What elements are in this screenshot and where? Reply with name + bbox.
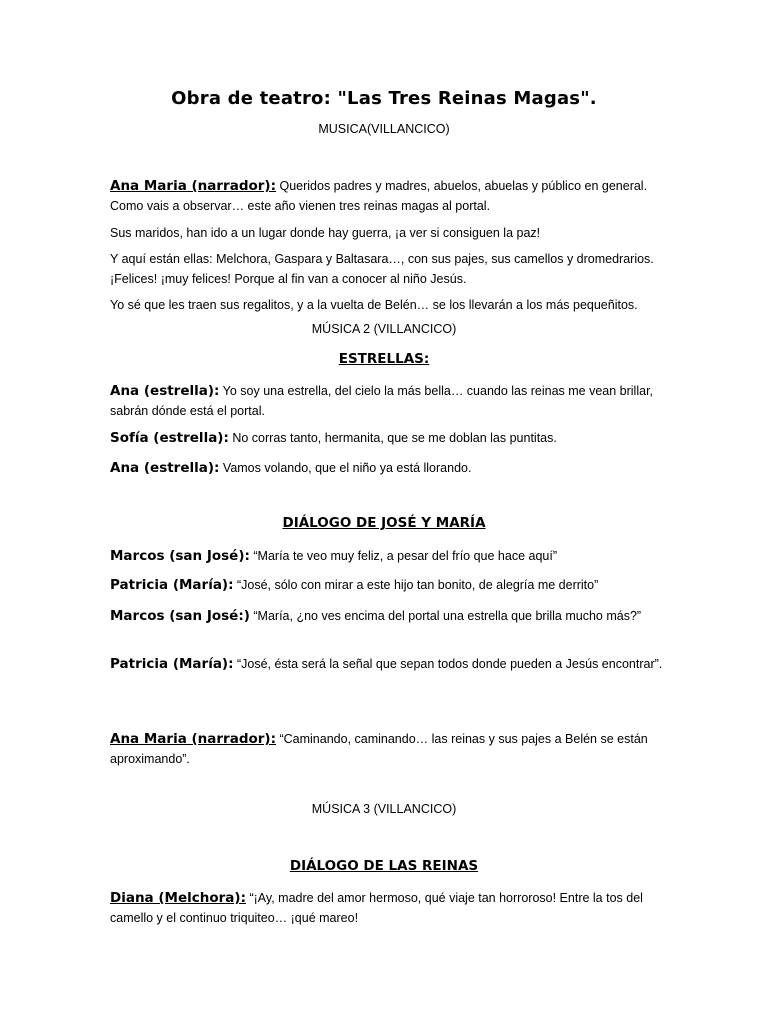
dialogue-line [110,458,670,478]
dialogue-text: “Caminando, caminando… las reinas y sus pajes a Belén se están aproximando”. [110,732,648,766]
speaker-label: Marcos (san José:) [110,608,250,624]
dialogue-line [110,606,670,626]
dialogue-text: Yo soy una estrella, del cielo la más bella… cuando las reinas me vean brillar, sabrán dónde está el portal. [110,384,654,418]
speaker-label: Ana Maria (narrador): [110,178,276,194]
speaker-label: Patricia (María): [110,656,234,672]
music-cue-1: MUSICA(VILLANCICO) [318,122,450,136]
speaker-label: Sofía (estrella): [110,430,229,446]
speaker-label: Marcos (san José): [110,548,250,564]
dialogue-text: Vamos volando, que el niño ya está llorando. [219,461,472,475]
paragraph-gifts: Yo sé que les traen sus regalitos, y a la vuelta de Belén… se los llevarán a los más pequeñitos. [110,298,638,312]
dialogue-text: No corras tanto, hermanita, que se me doblan las puntitas. [228,431,557,445]
speaker-label: Ana Maria (narrador): [110,731,276,747]
dialogue-text: “María te veo muy feliz, a pesar del frío que hace aquí” [249,549,558,563]
dialogue-line [110,546,670,566]
document-title: Obra de teatro: "Las Tres Reinas Magas". [171,88,597,109]
dialogue-line [110,575,670,595]
dialogue-line [110,381,670,421]
section-heading-estrellas: ESTRELLAS: [338,351,430,367]
music-cue-3: MÚSICA 3 (VILLANCICO) [311,802,457,816]
dialogue-text: Queridos padres y madres, abuelos, abuelas y público en general. Como vais a observar… este año vienen tres reinas magas al portal. [110,179,648,213]
speaker-label: Ana (estrella): [110,383,220,399]
narrator-paragraph [110,729,670,769]
dialogue-text: “José, ésta será la señal que sepan todos donde pueden a Jesús encontrar”. [233,657,663,671]
intro-paragraph [110,176,670,216]
paragraph-husbands: Sus maridos, han ido a un lugar donde hay guerra, ¡a ver si consiguen la paz! [110,226,541,240]
section-heading-reinas: DIÁLOGO DE LAS REINAS [289,858,479,874]
section-heading-jose-maria: DIÁLOGO DE JOSÉ Y MARÍA [282,515,486,531]
dialogue-line [110,654,670,674]
dialogue-text: “¡Ay, madre del amor hermoso, qué viaje tan horroroso! Entre la tos del camello y el continuo triquiteo… ¡qué mareo! [110,891,643,925]
speaker-label: Patricia (María): [110,577,234,593]
dialogue-line [110,428,670,448]
speaker-label: Diana (Melchora): [110,890,246,906]
music-cue-2: MÚSICA 2 (VILLANCICO) [311,322,457,336]
dialogue-text: “María, ¿no ves encima del portal una estrella que brilla mucho más?” [249,609,642,623]
paragraph-queens: Y aquí están ellas: Melchora, Gaspara y Baltasara…, con sus pajes, sus camellos y dromedrarios. ¡Felices! ¡muy felices! Porque al fin van a conocer al niño Jesús. [110,252,654,286]
speaker-label: Ana (estrella): [110,460,220,476]
dialogue-line [110,888,670,928]
dialogue-text: “José, sólo con mirar a este hijo tan bonito, de alegría me derrito” [233,578,599,592]
